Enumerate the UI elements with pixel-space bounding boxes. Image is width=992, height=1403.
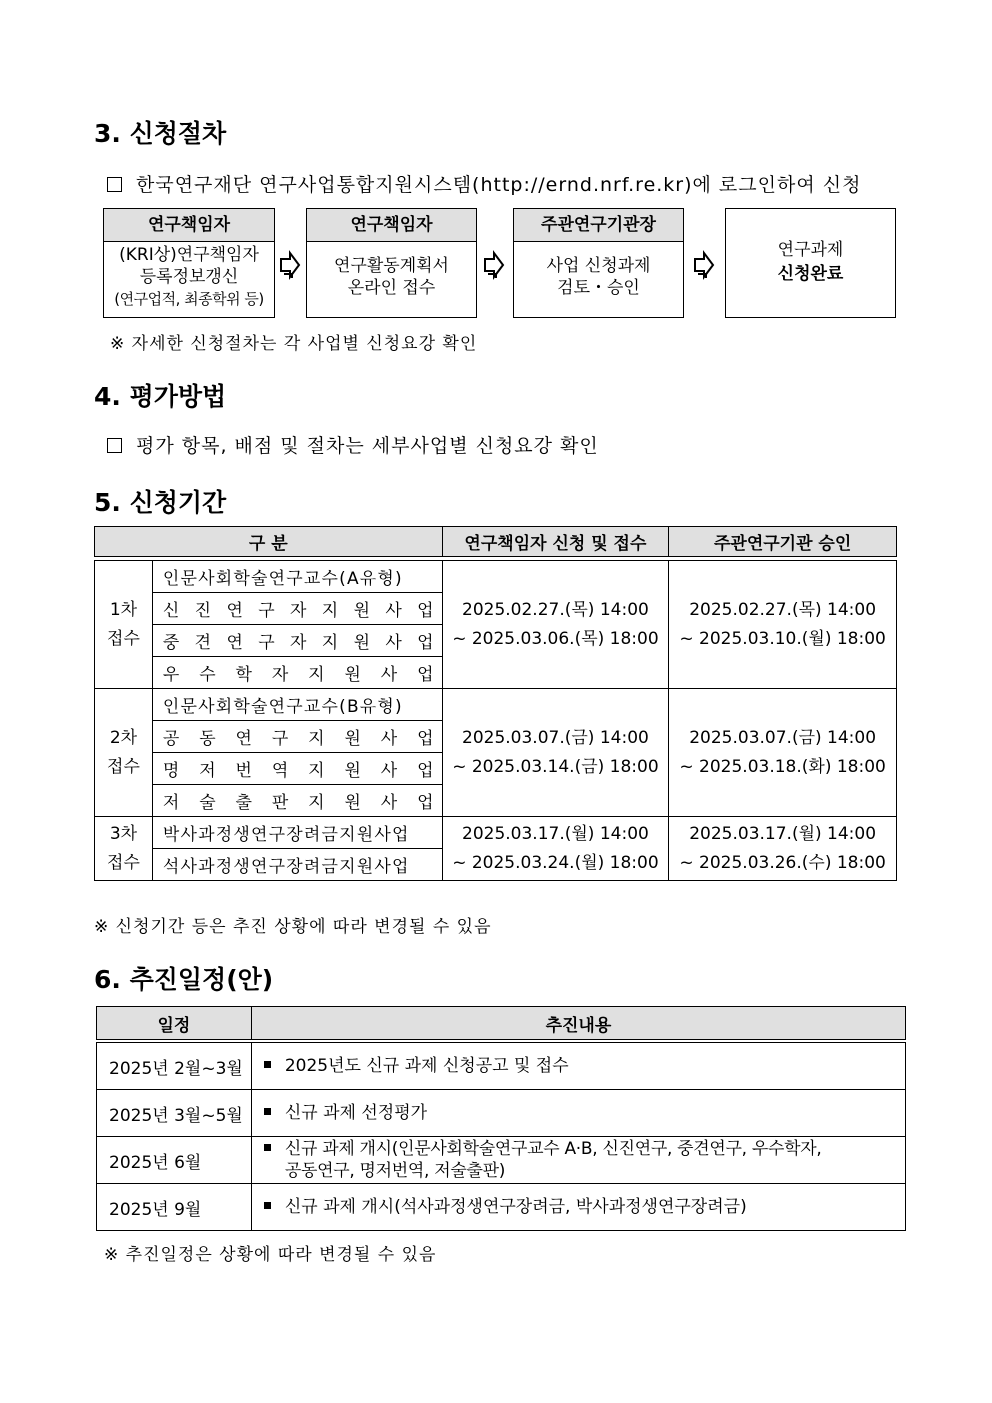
program-name: 우 수 학 자 지 원 사 업 <box>152 657 442 689</box>
round-2-label-line1: 2차 <box>109 727 138 748</box>
process-step-3-line2: 검토・승인 <box>557 278 640 298</box>
section-3-title: 3. 신청절차 <box>94 119 227 148</box>
round-1-label-line2: 접수 <box>107 628 140 649</box>
round-2-apply-period <box>442 689 669 817</box>
round-3-label <box>95 817 153 881</box>
process-step-4 <box>725 208 896 318</box>
header-approve: 주관연구기관 승인 <box>669 527 897 557</box>
round-3-apply-start: 2025.03.17.(월) 14:00 <box>462 823 649 844</box>
process-step-1 <box>103 208 275 318</box>
program-name: 인문사회학술연구교수(A유형) <box>152 561 442 593</box>
table-row <box>97 1137 906 1184</box>
schedule-what <box>251 1043 905 1090</box>
application-period-table <box>94 526 897 881</box>
schedule-when: 2025년 9월 <box>97 1184 252 1231</box>
process-step-4-line1: 연구과제 <box>777 240 844 260</box>
round-1-apply-period <box>442 561 669 689</box>
section-5-title: 5. 신청기간 <box>94 488 227 517</box>
process-step-1-line2: 등록정보갱신 <box>139 267 239 287</box>
schedule-when: 2025년 6월 <box>97 1137 252 1184</box>
section-6-note: ※ 추진일정은 상황에 따라 변경될 수 있음 <box>104 1245 437 1265</box>
round-2-apply-start: 2025.03.07.(금) 14:00 <box>462 727 649 748</box>
schedule-what <box>251 1184 905 1231</box>
round-2-label <box>95 689 153 817</box>
process-step-1-line3: (연구업적, 최종학위 등) <box>114 290 264 308</box>
process-step-3-header: 주관연구기관장 <box>514 209 683 242</box>
process-step-2 <box>306 208 477 318</box>
right-arrow-icon <box>279 250 301 280</box>
process-step-1-line1: (KRI상)연구책임자 <box>119 245 259 265</box>
round-2-approve-end: ~ 2025.03.18.(화) 18:00 <box>679 756 886 777</box>
round-3-approve-period <box>669 817 897 881</box>
process-step-4-line2: 신청완료 <box>777 264 844 284</box>
round-3-label-line1: 3차 <box>109 823 138 844</box>
table-row <box>97 1090 906 1137</box>
schedule-what-text: 신규 과제 개시(석사과정생연구장려금, 박사과정생연구장려금) <box>284 1197 747 1217</box>
section-3-note: ※ 자세한 신청절차는 각 사업별 신청요강 확인 <box>110 334 478 354</box>
round-1-approve-end: ~ 2025.03.10.(월) 18:00 <box>679 628 886 649</box>
round-3-apply-period <box>442 817 669 881</box>
program-name: 저 술 출 판 지 원 사 업 <box>152 785 442 817</box>
schedule-table <box>96 1006 906 1231</box>
round-3-approve-start: 2025.03.17.(월) 14:00 <box>689 823 877 844</box>
process-step-2-header: 연구책임자 <box>307 209 476 242</box>
schedule-what-text: 신규 과제 선정평가 <box>284 1103 428 1123</box>
round-2-label-line2: 접수 <box>107 756 140 777</box>
checkbox-square-icon <box>107 177 122 192</box>
schedule-what <box>251 1090 905 1137</box>
round-1-label <box>95 561 153 689</box>
section-5-note: ※ 신청기간 등은 추진 상황에 따라 변경될 수 있음 <box>94 917 492 937</box>
round-1-label-line1: 1차 <box>109 599 138 620</box>
schedule-when: 2025년 2월~3월 <box>97 1043 252 1090</box>
round-2-approve-period <box>669 689 897 817</box>
square-bullet-icon <box>264 1202 271 1209</box>
process-step-2-line1: 연구활동계획서 <box>334 256 449 276</box>
section-6-title: 6. 추진일정(안) <box>94 965 274 994</box>
schedule-what <box>251 1137 905 1184</box>
header-apply: 연구책임자 신청 및 접수 <box>442 527 669 557</box>
schedule-what-text: 2025년도 신규 과제 신청공고 및 접수 <box>284 1056 569 1076</box>
section-4-title: 4. 평가방법 <box>94 382 227 411</box>
schedule-when: 2025년 3월~5월 <box>97 1090 252 1137</box>
right-arrow-icon <box>693 250 715 280</box>
table-row <box>97 1184 906 1231</box>
program-name: 인문사회학술연구교수(B유형) <box>152 689 442 721</box>
round-3-label-line2: 접수 <box>107 852 140 873</box>
header-schedule: 일정 <box>97 1007 252 1040</box>
square-bullet-icon <box>264 1108 271 1115</box>
right-arrow-icon <box>483 250 505 280</box>
round-1-approve-start: 2025.02.27.(목) 14:00 <box>689 599 877 620</box>
square-bullet-icon <box>264 1144 271 1151</box>
program-name: 신 진 연 구 자 지 원 사 업 <box>152 593 442 625</box>
round-1-apply-start: 2025.02.27.(목) 14:00 <box>462 599 649 620</box>
round-1-apply-end: ~ 2025.03.06.(목) 18:00 <box>452 628 659 649</box>
round-1-approve-period <box>669 561 897 689</box>
process-step-3 <box>513 208 684 318</box>
process-step-1-header: 연구책임자 <box>104 209 274 242</box>
section-4-bullet-text: 평가 항목, 배점 및 절차는 세부사업별 신청요강 확인 <box>136 435 599 457</box>
process-step-3-line1: 사업 신청과제 <box>546 256 651 276</box>
program-name: 석사과정생연구장려금지원사업 <box>152 849 442 881</box>
schedule-what-text: 신규 과제 개시(인문사회학술연구교수 A·B, 신진연구, 중견연구, 우수학자, <box>284 1139 822 1159</box>
schedule-what-text-cont: 공동연구, 명저번역, 저술출판) <box>284 1161 506 1181</box>
round-3-apply-end: ~ 2025.03.24.(월) 18:00 <box>452 852 659 873</box>
table-row <box>97 1043 906 1090</box>
program-name: 박사과정생연구장려금지원사업 <box>152 817 442 849</box>
header-content: 추진내용 <box>251 1007 905 1040</box>
round-2-approve-start: 2025.03.07.(금) 14:00 <box>689 727 877 748</box>
section-3-bullet-text: 한국연구재단 연구사업통합지원시스템(http://ernd.nrf.re.kr)에 로그인하여 신청 <box>136 174 862 196</box>
round-2-apply-end: ~ 2025.03.14.(금) 18:00 <box>452 756 659 777</box>
program-name: 중 견 연 구 자 지 원 사 업 <box>152 625 442 657</box>
process-step-2-line2: 온라인 접수 <box>347 278 436 298</box>
section-4-bullet <box>107 431 599 458</box>
round-3-approve-end: ~ 2025.03.26.(수) 18:00 <box>679 852 886 873</box>
section-3-bullet <box>107 170 861 197</box>
square-bullet-icon <box>264 1061 271 1068</box>
checkbox-square-icon <box>107 438 122 453</box>
program-name: 명 저 번 역 지 원 사 업 <box>152 753 442 785</box>
header-category: 구 분 <box>95 527 443 557</box>
program-name: 공 동 연 구 지 원 사 업 <box>152 721 442 753</box>
